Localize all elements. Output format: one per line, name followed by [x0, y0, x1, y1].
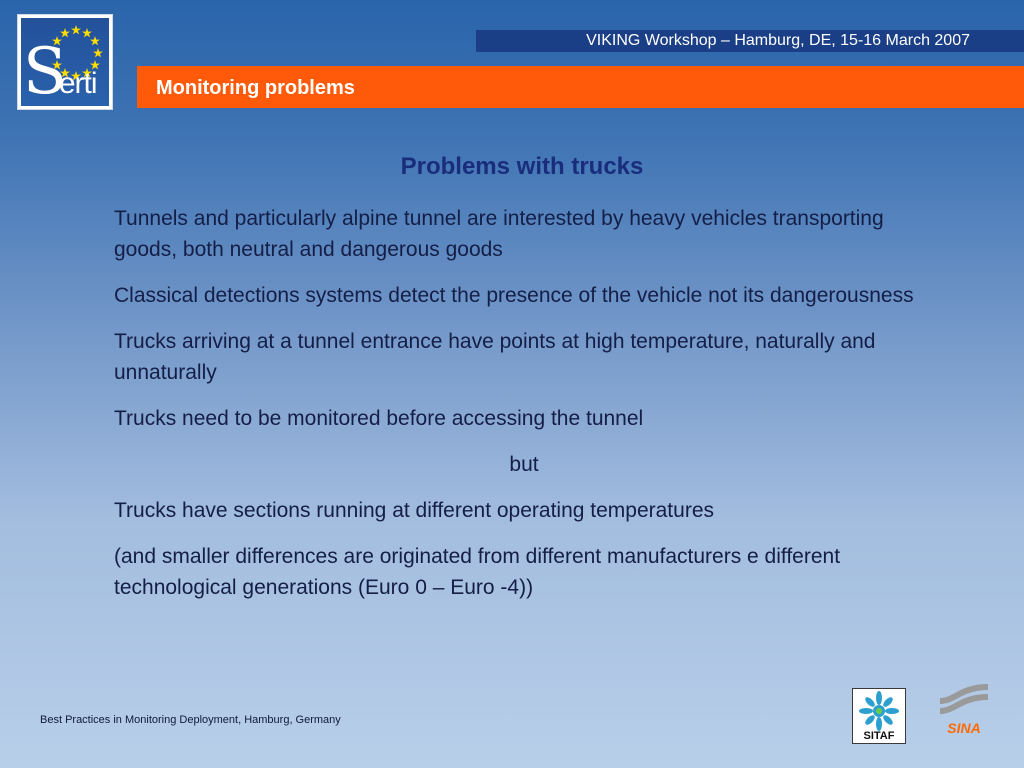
paragraph: Classical detections systems detect the presence of the vehicle not its dangerousness [114, 284, 914, 307]
sitaf-flower-icon [853, 690, 905, 732]
section-heading: Problems with trucks [400, 153, 644, 180]
sitaf-logo [852, 688, 906, 744]
content-body [114, 203, 934, 618]
sina-waves-icon [936, 680, 992, 720]
sina-logo [936, 680, 992, 740]
serti-logo-letter: S [23, 35, 67, 109]
serti-logo [17, 14, 113, 110]
slide-title: Monitoring problems [137, 66, 1024, 108]
paragraph-but: but [509, 453, 539, 476]
paragraph: Tunnels and particularly alpine tunnel are interested by heavy vehicles transporting goods, both neutral and dangerous goods [114, 207, 884, 261]
serti-logo-background [21, 18, 109, 109]
paragraph: Trucks have sections running at different operating temperatures [114, 499, 714, 522]
serti-logo-rest: erti [58, 67, 97, 100]
footer-caption: Best Practices in Monitoring Deployment, Hamburg, Germany [40, 714, 341, 726]
event-banner: VIKING Workshop – Hamburg, DE, 15-16 March 2007 [476, 30, 1024, 52]
serti-logo-wordmark [21, 35, 109, 109]
sina-label: SINA [947, 720, 981, 736]
paragraph: (and smaller differences are originated from different manufacturers e different technological generations (Euro 0 – Euro -4)) [114, 545, 841, 599]
paragraph: Trucks arriving at a tunnel entrance have points at high temperature, naturally and unnaturally [114, 330, 876, 384]
paragraph: Trucks need to be monitored before accessing the tunnel [114, 407, 644, 430]
sitaf-label: SITAF [863, 730, 895, 742]
